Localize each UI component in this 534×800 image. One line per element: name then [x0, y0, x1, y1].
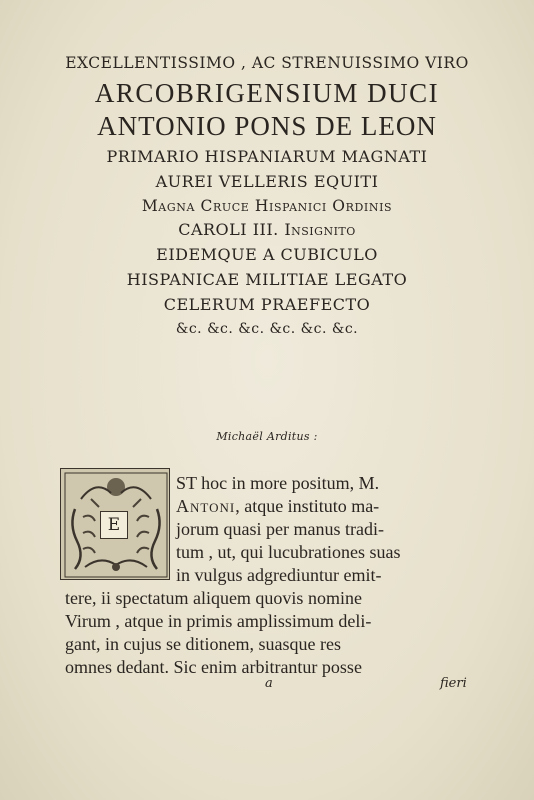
dedication-line-2: ARCOBRIGENSIUM DUCI — [94, 77, 440, 108]
body-line-2 — [176, 497, 379, 515]
signature-mark: a — [265, 676, 273, 691]
dedication-line-4: PRIMARIO HISPANIARUM MAGNATI — [106, 146, 428, 166]
body-line-2-rest: , atque instituto ma- — [235, 496, 380, 516]
body-name-antoni: Antoni — [176, 496, 236, 516]
dedication-line-5: AUREI VELLERIS EQUITI — [155, 171, 379, 191]
body-line-6: tere, ii spectatum aliquem quovis nomine — [65, 588, 362, 608]
dedication-line-9: HISPANICAE MILITIAE LEGATO — [126, 270, 408, 289]
dedication-line-3: ANTONIO PONS DE LEON — [97, 110, 437, 141]
catchword: fieri — [440, 676, 467, 691]
initial-letter: E — [100, 511, 128, 539]
dedication-block — [0, 50, 534, 336]
body-line-8: gant, in cujus se ditionem, suasque res — [65, 634, 341, 654]
decorated-initial — [60, 468, 170, 580]
body-line-7: Virum , atque in primis amplissimum deli- — [65, 611, 372, 631]
dedication-line-7: CAROLI III. Insignito — [178, 220, 356, 239]
dedication-line-8: EIDEMQUE A CUBICULO — [156, 245, 378, 264]
dedication-line-1: EXCELLENTISSIMO , AC STRENUISSIMO VIRO — [65, 54, 469, 72]
body-line-4: tum , ut, qui lucubrationes suas — [176, 542, 401, 562]
body-line-3: jorum quasi per manus tradi- — [176, 519, 384, 539]
dedication-line-6: Magna Cruce Hispanici Ordinis — [141, 196, 393, 215]
body-line-9: omnes dedant. Sic enim arbitrantur posse — [65, 657, 362, 677]
body-line-5: in vulgus adgrediuntur emit- — [176, 565, 382, 585]
dedication-line-11: &c. &c. &c. &c. &c. &c. — [175, 321, 359, 337]
dedication-line-10: CELERUM PRAEFECTO — [163, 295, 371, 314]
body-line-1: ST hoc in more positum, M. — [176, 473, 380, 493]
author-name: Michaël Arditus : — [216, 430, 318, 443]
